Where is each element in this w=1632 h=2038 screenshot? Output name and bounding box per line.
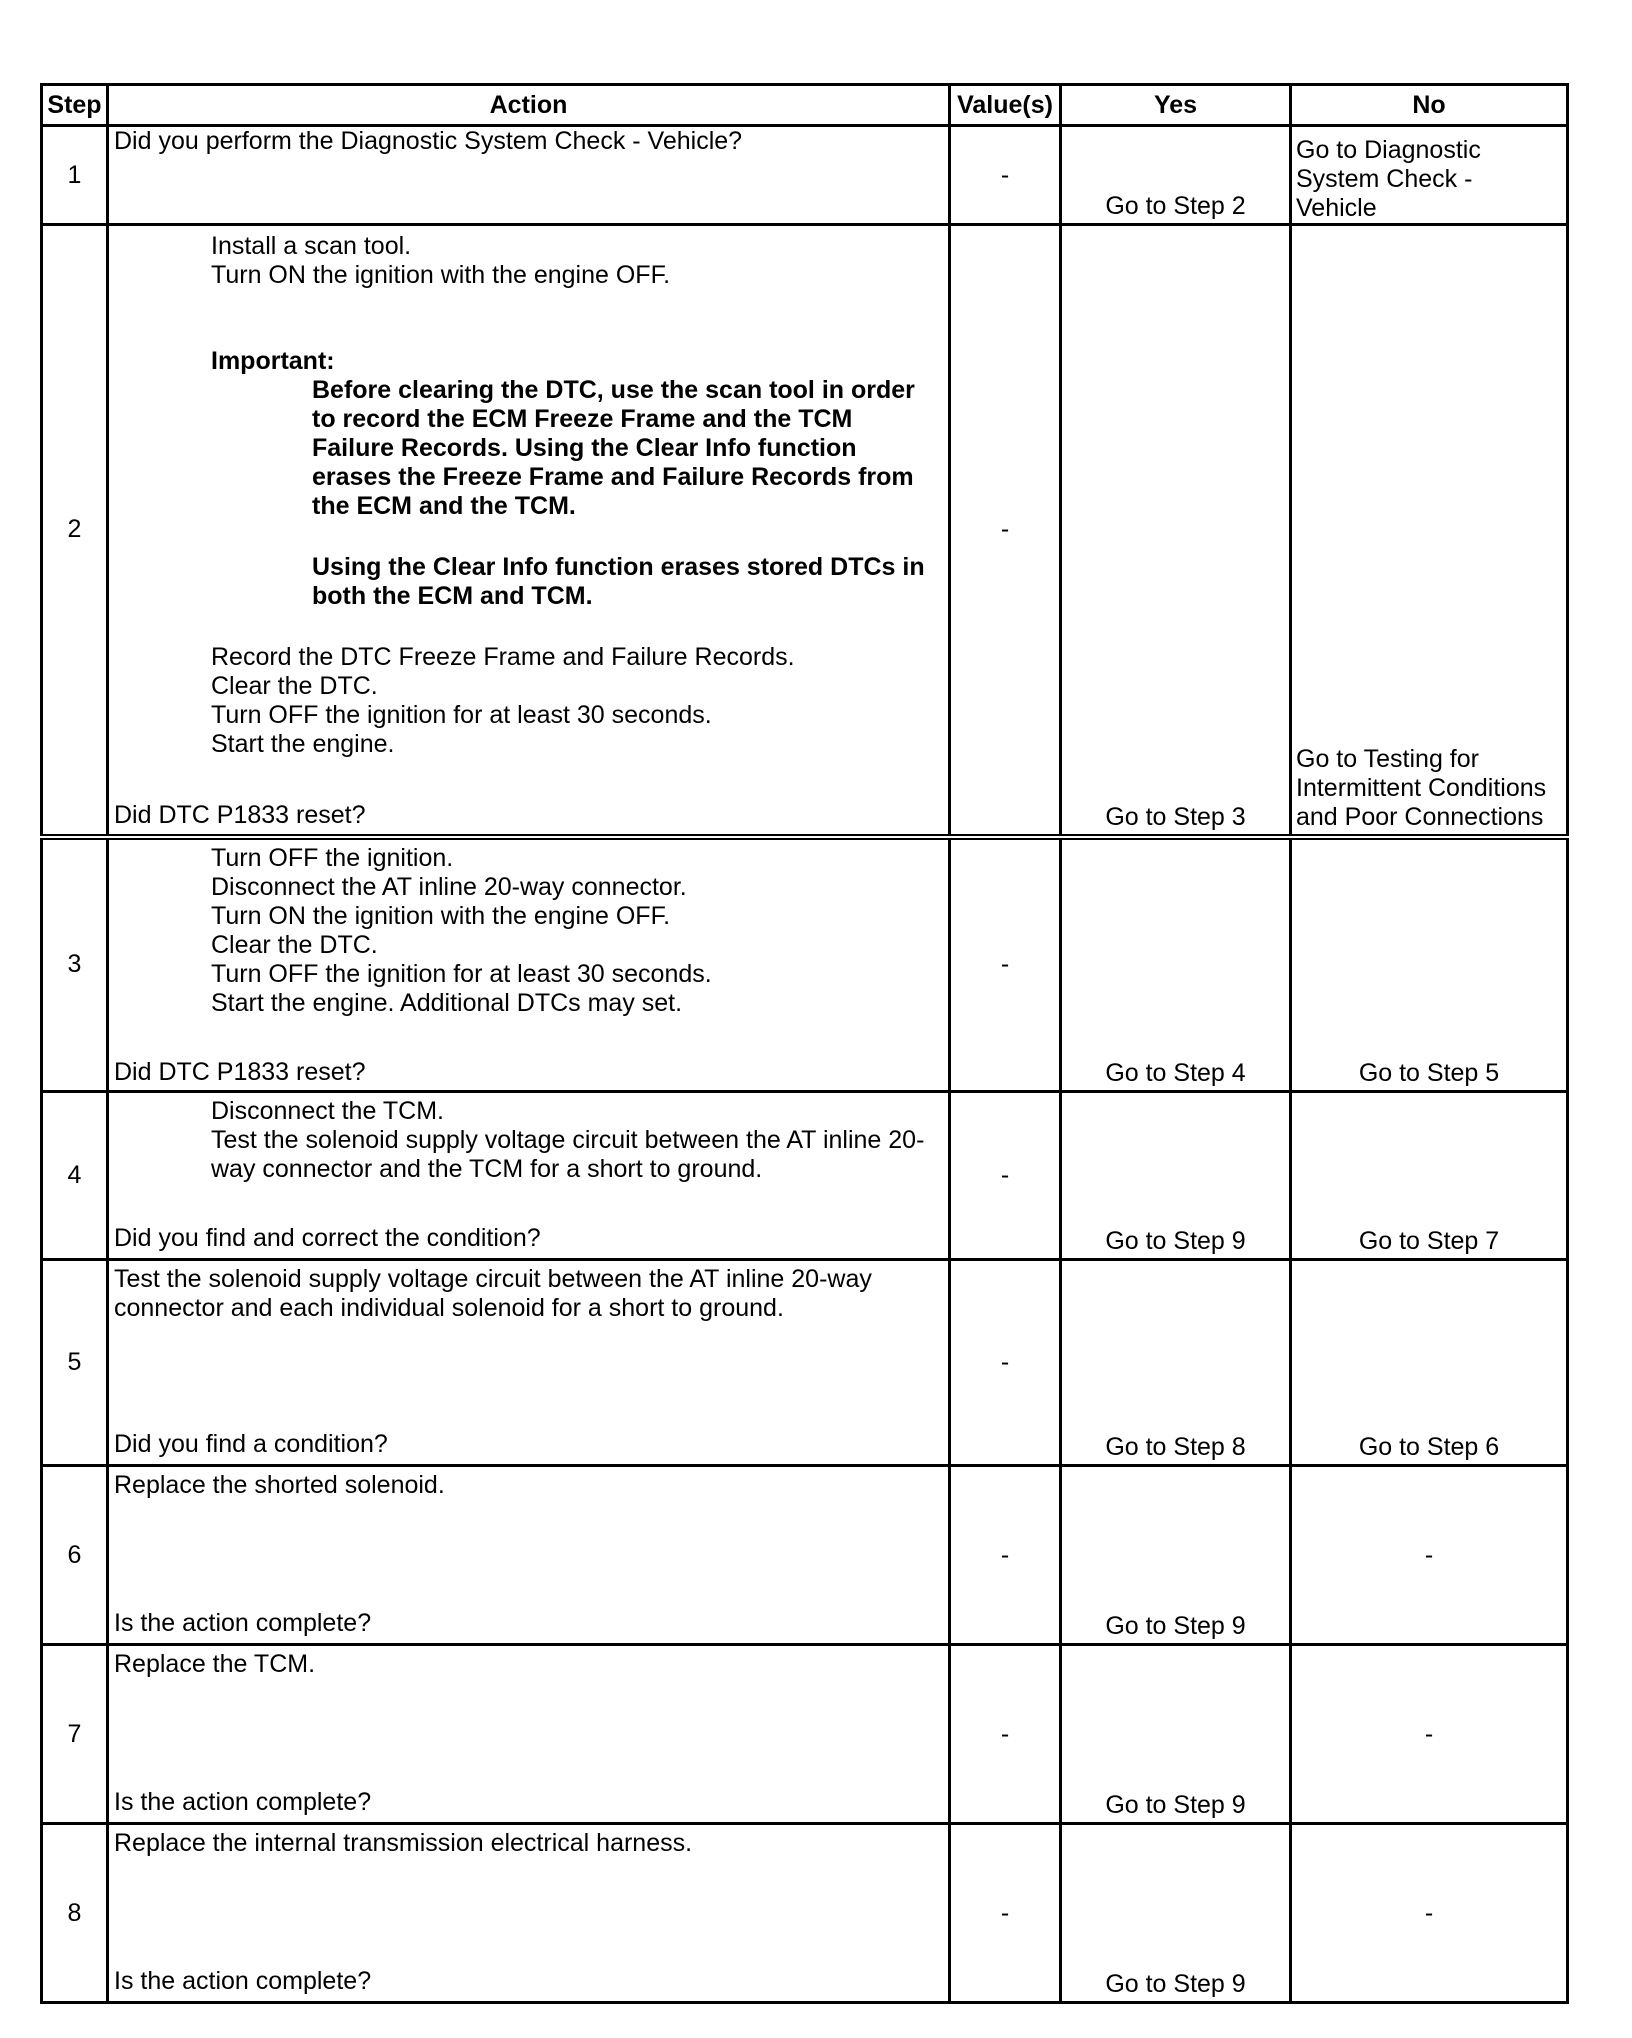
action-line: Start the engine. [211, 730, 395, 758]
diagnostic-table [40, 83, 1569, 2004]
value-cell: - [950, 225, 1061, 837]
table-row-step-1 [42, 126, 1568, 225]
value-cell: - [950, 1645, 1061, 1824]
no-line[interactable]: System Check - [1296, 165, 1473, 193]
yes-cell [1061, 1260, 1291, 1466]
action-cell [108, 1092, 950, 1260]
header-no: No [1291, 85, 1568, 126]
action-cell [108, 1824, 950, 2003]
action-line: Disconnect the TCM. [211, 1097, 444, 1125]
yes-link[interactable]: Go to Step 9 [1105, 1227, 1246, 1255]
table-row-step-5 [42, 1260, 1568, 1466]
step-number: 8 [42, 1824, 108, 2003]
action-line: Turn ON the ignition with the engine OFF. [211, 901, 671, 930]
value-cell: - [950, 1466, 1061, 1645]
table-row-step-3 [42, 837, 1568, 1092]
step-number: 6 [42, 1466, 108, 1645]
action-cell [108, 1260, 950, 1466]
yes-link[interactable]: Go to Step 9 [1105, 1970, 1246, 1998]
no-cell [1291, 126, 1568, 225]
action-cell [108, 837, 950, 1092]
yes-cell [1061, 837, 1291, 1092]
no-line[interactable]: Go to Diagnostic [1296, 136, 1481, 164]
header-step: Step [42, 85, 108, 126]
question-text: Is the action complete? [114, 1967, 372, 1995]
header-values: Value(s) [950, 85, 1061, 126]
action-line: Turn OFF the ignition for at least 30 seconds. [211, 959, 712, 988]
yes-link[interactable]: Go to Step 4 [1105, 1059, 1246, 1087]
no-link[interactable]: Go to Step 6 [1358, 1433, 1500, 1461]
no-cell: - [1291, 1645, 1568, 1824]
step-number: 7 [42, 1645, 108, 1824]
action-line: Turn ON the ignition with the engine OFF. [211, 261, 671, 289]
question-text: Did DTC P1833 reset? [114, 801, 366, 829]
question-text: Did DTC P1833 reset? [114, 1057, 366, 1086]
no-link[interactable]: Go to Step 5 [1358, 1059, 1500, 1087]
header-yes: Yes [1061, 85, 1291, 126]
value-cell: - [950, 126, 1061, 225]
table-row-step-8 [42, 1824, 1568, 2003]
value-cell: - [950, 1260, 1061, 1466]
no-line[interactable]: Intermittent Conditions [1296, 773, 1547, 802]
table-row-step-2 [42, 225, 1568, 837]
step-number: 2 [42, 225, 108, 837]
step-number: 5 [42, 1260, 108, 1466]
no-cell [1291, 1092, 1568, 1260]
action-line: connector and each individual solenoid for a short to ground. [114, 1294, 784, 1322]
action-line: Disconnect the AT inline 20-way connector. [211, 872, 687, 901]
step-number: 3 [42, 837, 108, 1092]
yes-link[interactable]: Go to Step 3 [1105, 802, 1246, 831]
yes-cell [1061, 1645, 1291, 1824]
no-link[interactable]: Go to Step 7 [1358, 1227, 1500, 1255]
action-cell [108, 225, 950, 837]
important-line: both the ECM and TCM. [312, 582, 593, 610]
yes-cell [1061, 1466, 1291, 1645]
yes-link[interactable]: Go to Step 9 [1105, 1791, 1246, 1819]
question-text: Did you find a condition? [114, 1430, 388, 1458]
action-line: Replace the TCM. [114, 1650, 316, 1678]
action-line: Clear the DTC. [211, 672, 378, 700]
important-line: Before clearing the DTC, use the scan tool in order [312, 376, 915, 404]
question-text: Is the action complete? [114, 1788, 372, 1816]
action-line: Start the engine. Additional DTCs may set. [211, 988, 683, 1017]
question-text: Did you find and correct the condition? [114, 1224, 541, 1252]
value-cell: - [950, 1824, 1061, 2003]
no-cell: - [1291, 1824, 1568, 2003]
yes-link[interactable]: Go to Step 9 [1105, 1612, 1246, 1640]
action-line: Turn OFF the ignition. [211, 843, 454, 872]
no-cell [1291, 837, 1568, 1092]
no-line[interactable]: and Poor Connections [1296, 802, 1544, 831]
action-line: Clear the DTC. [211, 930, 378, 959]
important-line: Failure Records. Using the Clear Info function [312, 434, 857, 462]
value-cell: - [950, 837, 1061, 1092]
action-line: Test the solenoid supply voltage circuit between the AT inline 20-way [114, 1265, 872, 1293]
action-line: Replace the internal transmission electrical harness. [114, 1829, 693, 1857]
no-cell [1291, 1260, 1568, 1466]
step-number: 1 [42, 126, 108, 225]
yes-cell [1061, 1824, 1291, 2003]
action-cell [108, 1466, 950, 1645]
important-line: erases the Freeze Frame and Failure Records from [312, 463, 914, 491]
header-row [42, 85, 1568, 126]
important-line: to record the ECM Freeze Frame and the TCM [312, 405, 853, 433]
question-text: Is the action complete? [114, 1609, 372, 1637]
no-line[interactable]: Vehicle [1296, 194, 1377, 222]
action-line: Test the solenoid supply voltage circuit between the AT inline 20- [211, 1126, 925, 1154]
value-cell: - [950, 1092, 1061, 1260]
action-cell [108, 1645, 950, 1824]
table-row-step-4 [42, 1092, 1568, 1260]
action-cell [108, 126, 950, 225]
important-line: the ECM and the TCM. [312, 492, 576, 520]
yes-cell [1061, 225, 1291, 837]
yes-cell [1061, 126, 1291, 225]
step-number: 4 [42, 1092, 108, 1260]
no-cell [1291, 225, 1568, 837]
action-line: Did you perform the Diagnostic System Check - Vehicle? [114, 127, 743, 155]
header-action: Action [108, 85, 950, 126]
yes-link[interactable]: Go to Step 2 [1105, 192, 1246, 220]
action-line: way connector and the TCM for a short to ground. [211, 1155, 763, 1183]
yes-cell [1061, 1092, 1291, 1260]
table-row-step-6 [42, 1466, 1568, 1645]
no-cell: - [1291, 1466, 1568, 1645]
important-line: Using the Clear Info function erases stored DTCs in [312, 553, 925, 581]
table-row-step-7 [42, 1645, 1568, 1824]
no-line[interactable]: Go to Testing for [1296, 744, 1479, 773]
action-line: Replace the shorted solenoid. [114, 1471, 445, 1499]
action-line: Record the DTC Freeze Frame and Failure Records. [211, 643, 795, 671]
yes-link[interactable]: Go to Step 8 [1105, 1433, 1246, 1461]
important-label: Important: [211, 347, 335, 375]
action-line: Install a scan tool. [211, 232, 412, 260]
action-line: Turn OFF the ignition for at least 30 seconds. [211, 701, 712, 729]
